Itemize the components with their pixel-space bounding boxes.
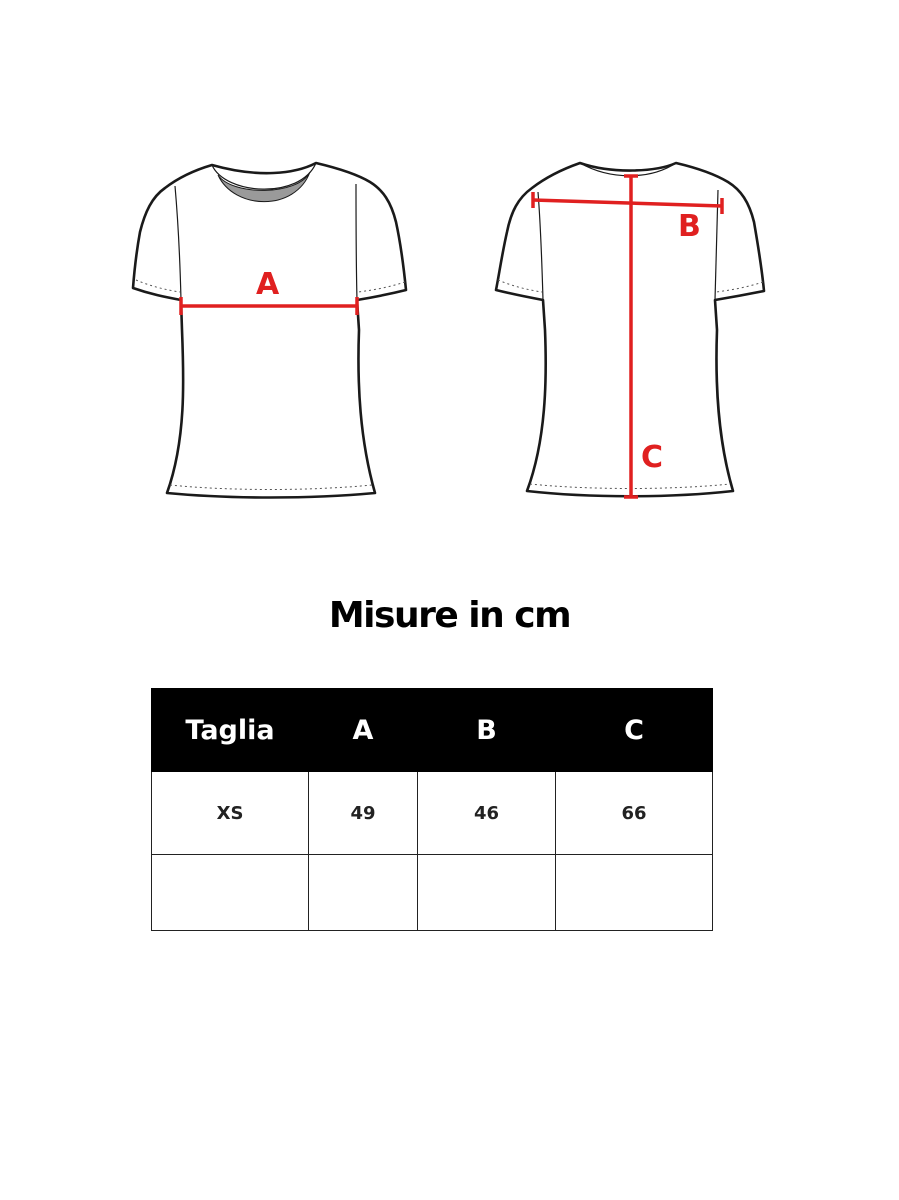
cell-a: 49	[309, 772, 418, 855]
measure-label-a: A	[256, 267, 280, 302]
cell-size: XS	[152, 772, 309, 855]
header-a: A	[309, 689, 418, 772]
tshirt-front	[133, 163, 406, 498]
table-row	[152, 772, 713, 855]
header-size: Taglia	[152, 689, 309, 772]
measure-label-b: B	[678, 209, 701, 244]
cell-c	[556, 855, 713, 931]
cell-c: 66	[556, 772, 713, 855]
cell-size	[152, 855, 309, 931]
header-b: B	[418, 689, 556, 772]
tshirt-measurement-diagram	[0, 0, 899, 560]
table-row	[152, 855, 713, 931]
cell-a	[309, 855, 418, 931]
table-header-row	[152, 689, 713, 772]
cell-b: 46	[418, 772, 556, 855]
tshirt-back	[496, 163, 764, 497]
header-c: C	[556, 689, 713, 772]
measure-label-c: C	[641, 440, 664, 475]
cell-b	[418, 855, 556, 931]
page-title: Misure in cm	[328, 595, 571, 636]
size-table	[151, 688, 713, 931]
